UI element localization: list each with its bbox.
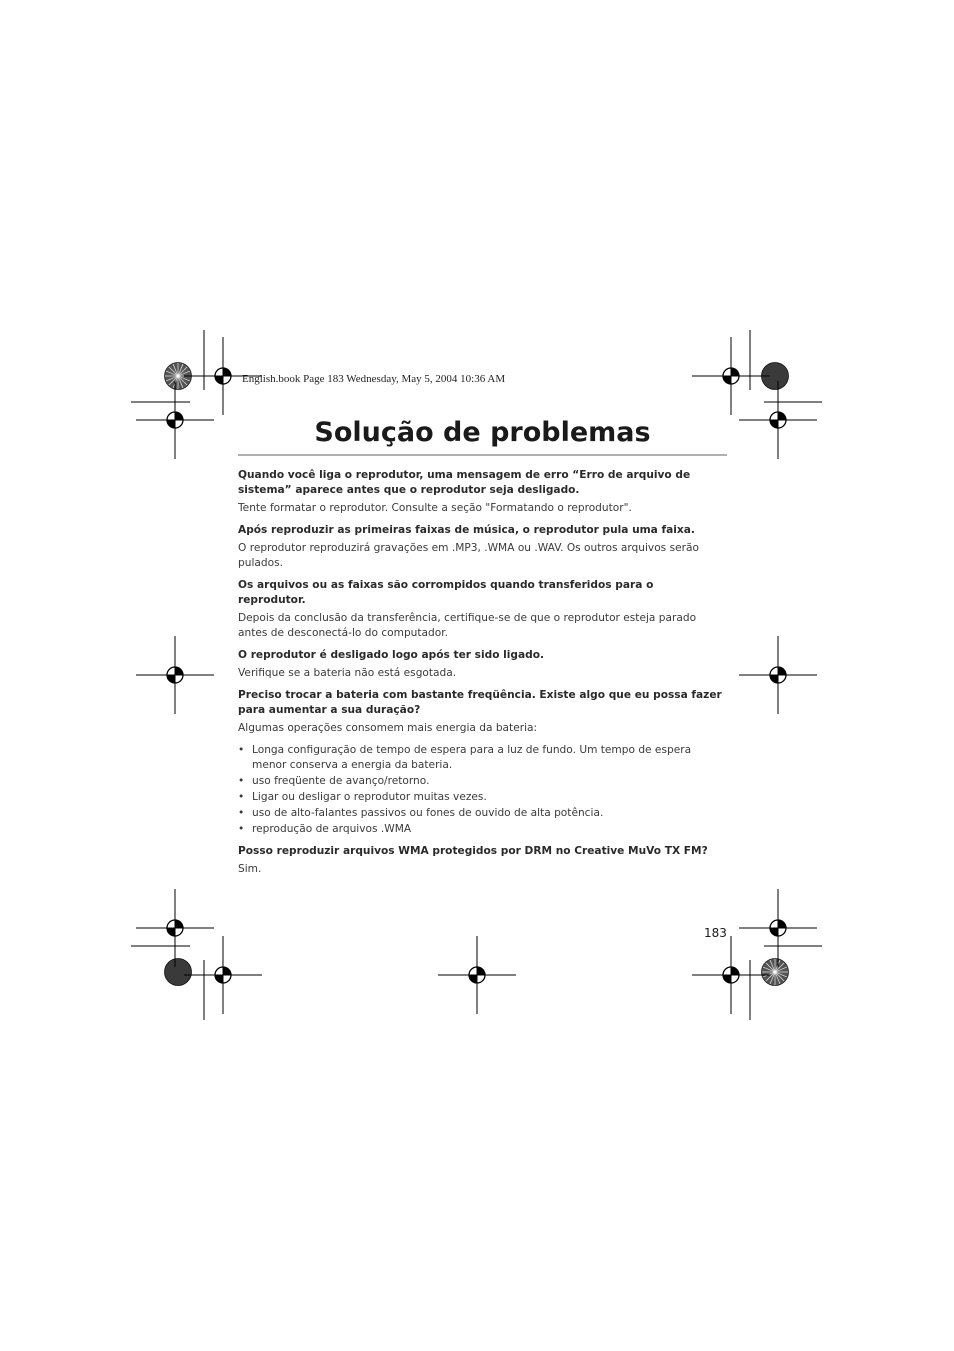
page-title: Solução de problemas	[314, 417, 651, 448]
faq-answer: O reprodutor reproduzirá gravações em .MP3, .WMA ou .WAV. Os outros arquivos serão pulados.	[238, 542, 699, 569]
list-item: • reprodução de arquivos .WMA	[238, 822, 724, 837]
faq-content	[238, 468, 724, 884]
faq-question: Posso reproduzir arquivos WMA protegidos por DRM no Creative MuVo TX FM?	[238, 845, 708, 857]
faq-answer: Verifique se a bateria não está esgotada.	[238, 667, 457, 679]
book-header-line: English.book Page 183 Wednesday, May 5, 2004 10:36 AM	[242, 373, 506, 385]
faq-question: Preciso trocar a bateria com bastante freqüência. Existe algo que eu possa fazer para aumentar a sua duração?	[238, 689, 722, 716]
list-item: • Longa configuração de tempo de espera para a luz de fundo. Um tempo de espera menor conserva a energia da bateria.	[238, 743, 724, 773]
title-rule	[238, 454, 727, 456]
faq-question: Quando você liga o reprodutor, uma mensagem de erro “Erro de arquivo de sistema” aparece antes que o reprodutor seja desligado.	[238, 469, 691, 496]
faq-answer: Sim.	[238, 863, 262, 875]
list-item: • uso de alto-falantes passivos ou fones de ouvido de alta potência.	[238, 806, 724, 821]
faq-answer: Depois da conclusão da transferência, certifique-se de que o reprodutor esteja parado antes de desconectá-lo do computador.	[238, 612, 697, 639]
faq-question: Os arquivos ou as faixas são corrompidos quando transferidos para o reprodutor.	[238, 579, 654, 606]
faq-question: O reprodutor é desligado logo após ter sido ligado.	[238, 649, 545, 661]
faq-answer: Algumas operações consomem mais energia da bateria:	[238, 722, 538, 734]
faq-question: Após reproduzir as primeiras faixas de música, o reprodutor pula uma faixa.	[238, 524, 695, 536]
page-number: 183	[704, 926, 727, 940]
faq-answer: Tente formatar o reprodutor. Consulte a seção "Formatando o reprodutor".	[238, 502, 632, 514]
list-item: • uso freqüente de avanço/retorno.	[238, 774, 724, 789]
list-item: • Ligar ou desligar o reprodutor muitas vezes.	[238, 790, 724, 805]
battery-tips-list	[238, 743, 724, 837]
